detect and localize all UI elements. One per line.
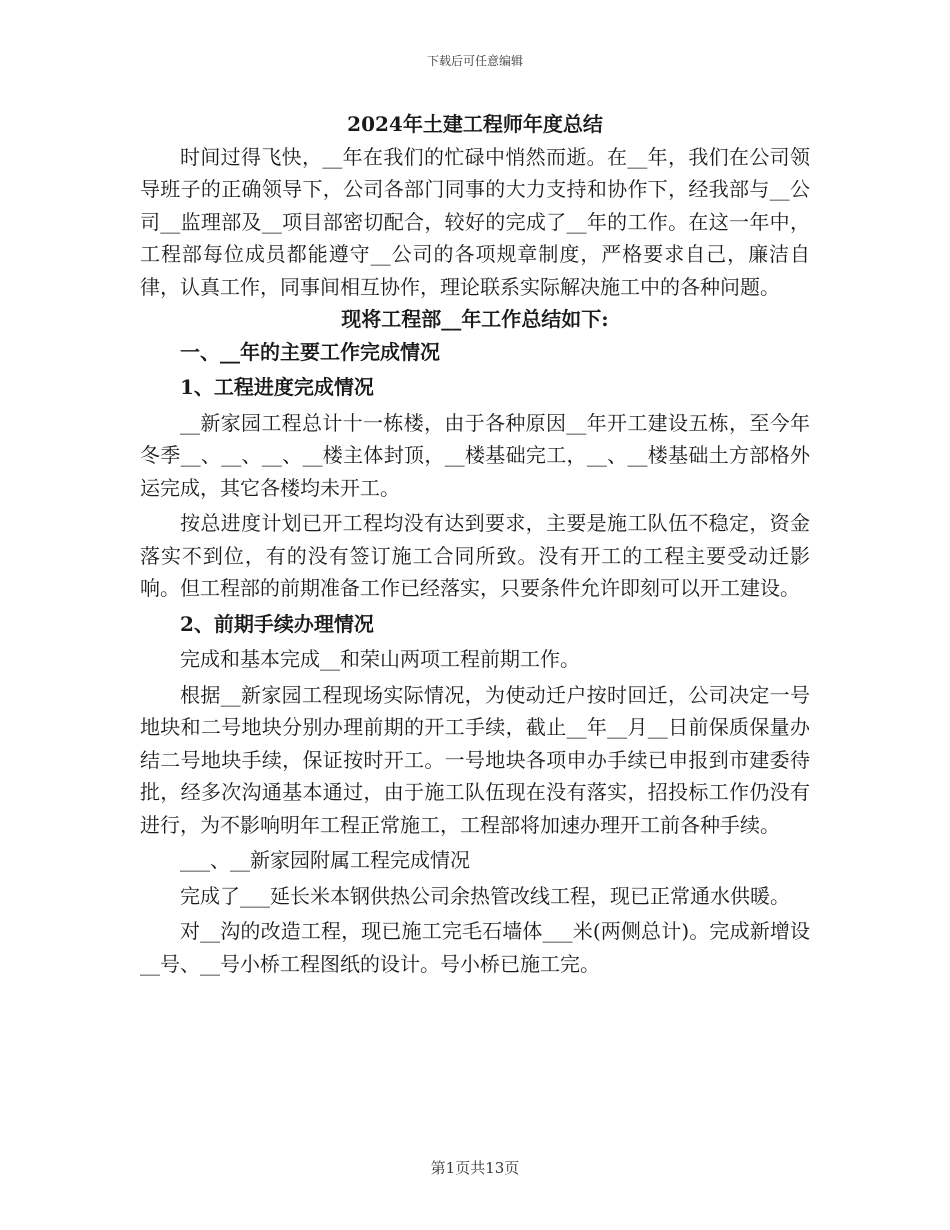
ancillary-paragraph-2: 对__沟的改造工程，现已施工完毛石墙体___米(两侧总计)。完成新增设__号、__号小桥工程图纸的设计。号小桥已施工完。: [140, 919, 810, 976]
progress-paragraph-2: 按总进度计划已开工程均没有达到要求，主要是施工队伍不稳定，资金落实不到位，有的没有签订施工合同所致。没有开工的工程主要受动迁影响。但工程部的前期准备工作已经落实，只要条件允许即刻可以开工建设。: [140, 511, 810, 600]
document-body: [140, 108, 810, 980]
subsection-heading-1: 1、工程进度完成情况: [180, 375, 374, 399]
page-number: 第1页共13页: [430, 1159, 520, 1177]
progress-paragraph-1: __新家园工程总计十一栋楼，由于各种原因__年开工建设五栋，至今年冬季__、__、__、__楼主体封顶，__楼基础完工，__、__楼基础土方部格外运完成，其它各楼均未开工。: [140, 410, 810, 500]
summary-heading: 现将工程部__年工作总结如下:: [341, 307, 609, 331]
ancillary-paragraph-1: 完成了___延长米本钢供热公司余热管改线工程，现已正常通水供暖。: [180, 883, 790, 908]
document-title: 2024年土建工程师年度总结: [347, 112, 603, 136]
intro-paragraph: 时间过得飞快，__年在我们的忙碌中悄然而逝。在__年，我们在公司领导班子的正确领导下，公司各部门同事的大力支持和协作下，经我部与__公司__监理部及__项目部密切配合，较好的完成了__年的工作。在这一年中，工程部每位成员都能遵守__公司的各项规章制度，严格要求自己，廉洁自律，认真工作，同事间相互协作，理论联系实际解决施工中的各种问题。: [140, 144, 810, 299]
procedures-paragraph-1: 完成和基本完成__和荣山两项工程前期工作。: [180, 647, 580, 671]
subsection-heading-2: 2、前期手续办理情况: [180, 611, 374, 636]
page-header-note: 下载后可任意编辑: [426, 54, 523, 68]
subsection-heading-3: ___、__新家园附属工程完成情况: [180, 848, 470, 872]
section-heading-1: 一、__年的主要工作完成情况: [180, 339, 440, 364]
procedures-paragraph-2: 根据__新家园工程现场实际情况，为使动迁户按时回迁，公司决定一号地块和二号地块分别办理前期的开工手续，截止__年__月__日前保质保量办结二号地块手续，保证按时开工。一号地块各项申办手续已申报到市建委待批，经多次沟通基本通过，由于施工队伍现在没有落实，招投标工作仍没有进行，为不影响明年工程正常施工，工程部将加速办理开工前各种手续。: [140, 682, 810, 837]
